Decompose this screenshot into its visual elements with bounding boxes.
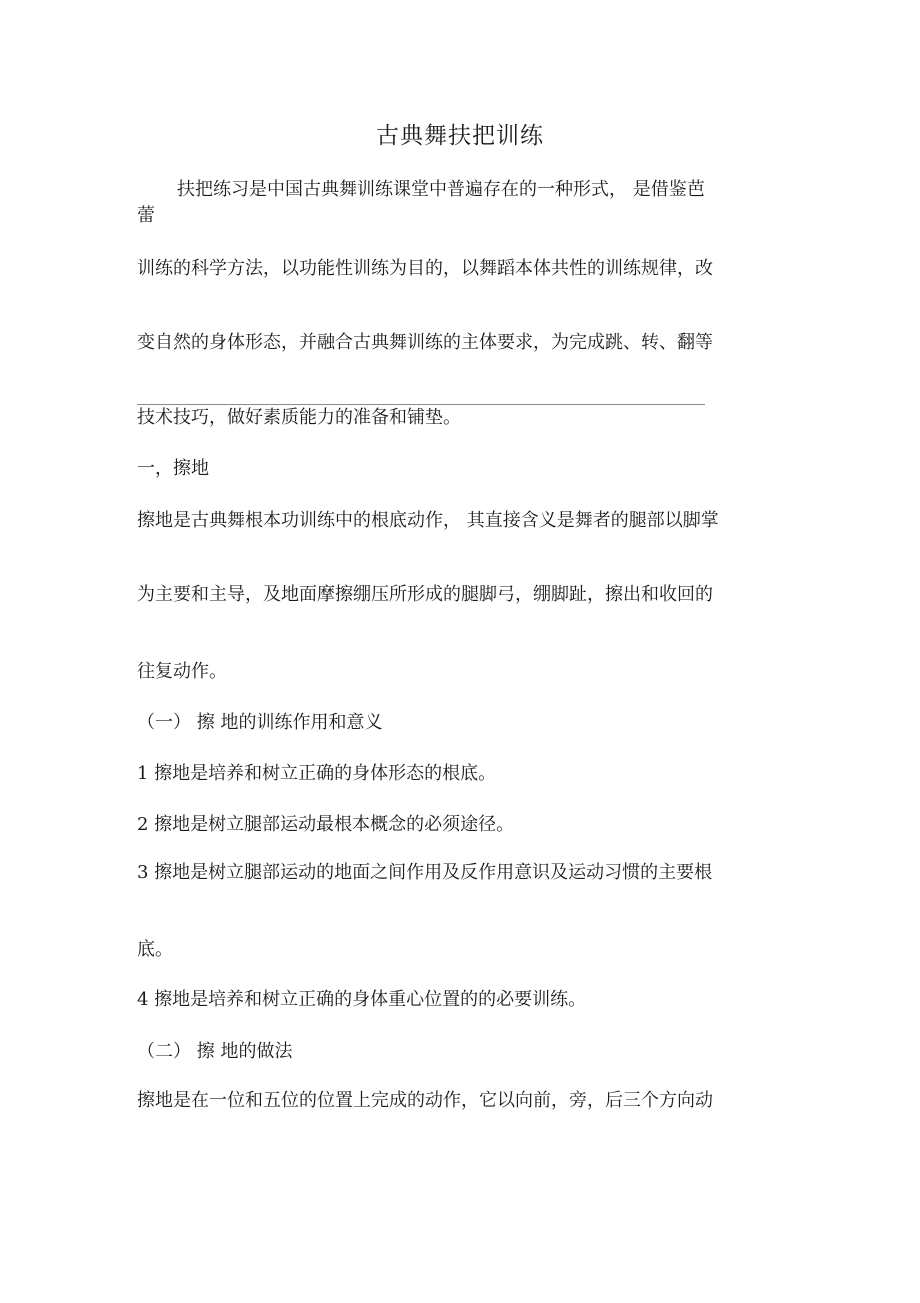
list-item-1: 1 擦地是培养和树立正确的身体形态的根底。 [137, 763, 497, 784]
list-item-4: 4 擦地是培养和树立正确的身体重心位置的的必要训练。 [137, 989, 587, 1010]
list-item-3: 3 擦地是树立腿部运动的地面之间作用及反作用意识及运动习惯的主要根 [137, 862, 713, 883]
paragraph-intro-3: 变自然的身体形态，并融合古典舞训练的主体要求，为完成跳、转、翻等 [137, 332, 713, 353]
paragraph-section2-1: 擦地是在一位和五位的位置上完成的动作，它以向前，旁，后三个方向动 [137, 1090, 713, 1111]
paragraph-intro-4: 技术技巧，做好素质能力的准备和铺垫。 [137, 407, 461, 428]
list-item-3-continued: 底。 [137, 939, 173, 960]
paragraph-section1-3: 往复动作。 [137, 661, 227, 682]
list-item-2: 2 擦地是树立腿部运动最根本概念的必须途径。 [137, 814, 515, 835]
paragraph-section1-1: 擦地是古典舞根本功训练中的根底动作， 其直接含义是舞者的腿部以脚掌 [137, 510, 719, 531]
paragraph-intro-1: 扶把练习是中国古典舞训练课堂中普遍存在的一种形式， 是借鉴芭蕾 [137, 179, 705, 226]
section-heading-1: 一，擦地 [137, 458, 209, 479]
paragraph-section1-2: 为主要和主导，及地面摩擦绷压所形成的腿脚弓，绷脚趾，擦出和收回的 [137, 584, 713, 605]
subsection-heading-2: （二） 擦 地的做法 [137, 1041, 293, 1062]
paragraph-intro-2: 训练的科学方法，以功能性训练为目的，以舞蹈本体共性的训练规律，改 [137, 258, 713, 279]
document-title: 古典舞扶把训练 [376, 123, 544, 149]
subsection-heading-1: （一） 擦 地的训练作用和意义 [137, 712, 383, 733]
